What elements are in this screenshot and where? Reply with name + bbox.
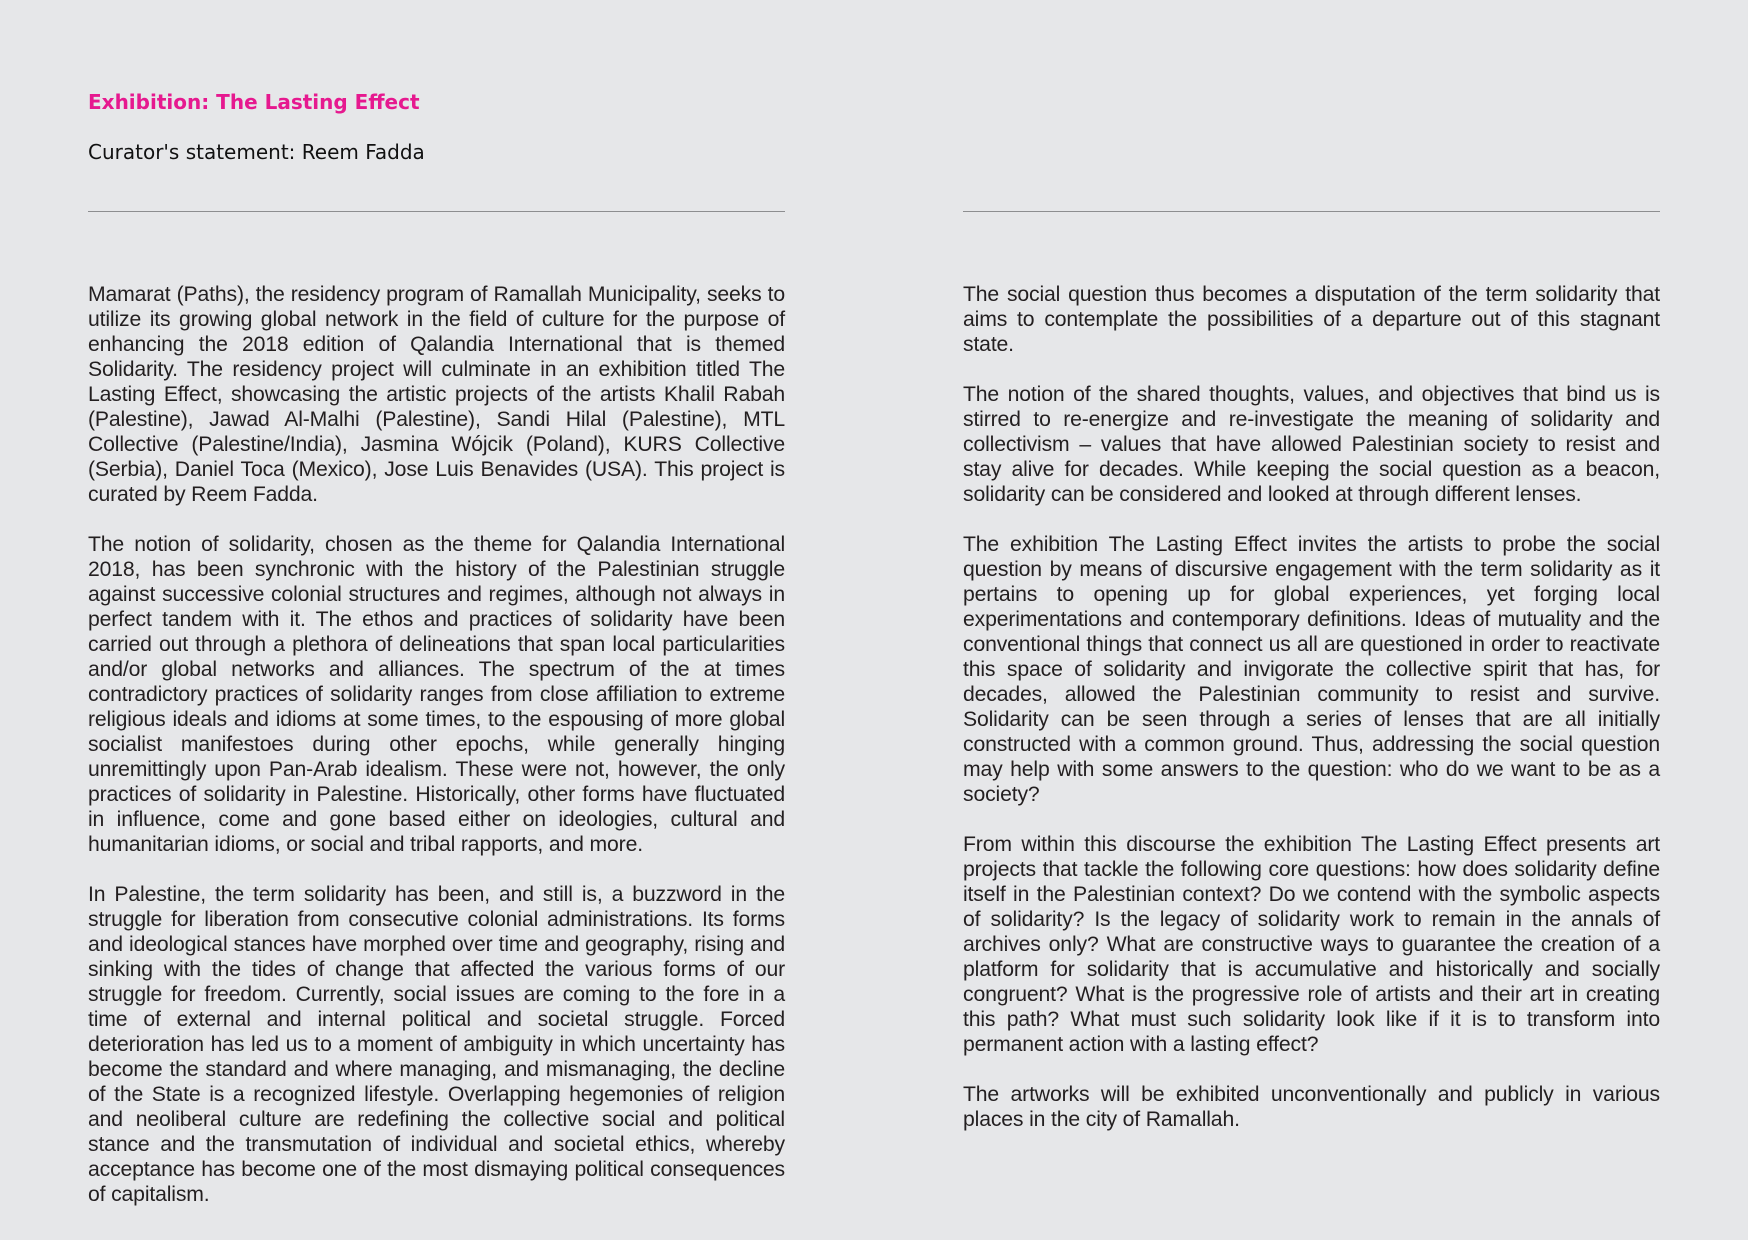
right-divider xyxy=(963,211,1660,212)
paragraph: From within this discourse the exhibition The Lasting Effect presents art projects that tackle the following core questions: how does solidarity define itself in the Palestinian context? Do we contend with the symbolic aspects of solidarity? Is the legacy of solidarity work to remain in the annals of archives only? What are constructive ways to guarantee the creation of a platform for solidarity that is accumulative and historically and socially congruent? What is the progressive role of artists and their art in creating this path? What must such solidarity look like if it is to transform into permanent action with a lasting effect? xyxy=(963,833,1660,1056)
left-text-column xyxy=(88,282,785,1232)
paragraph: Mamarat (Paths), the residency program of Ramallah Municipality, seeks to utilize its growing global network in the field of culture for the purpose of enhancing the 2018 edition of Qalandia International that is themed Solidarity. The residency project will culminate in an exhibition titled The Lasting Effect, showcasing the artistic projects of the artists Khalil Rabah (Palestine), Jawad Al-Malhi (Palestine), Sandi Hilal (Palestine), MTL Collective (Palestine/India), Jasmina Wójcik (Poland), KURS Collective (Serbia), Daniel Toca (Mexico), Jose Luis Benavides (USA). This project is curated by Reem Fadda. xyxy=(88,283,785,506)
paragraph: The exhibition The Lasting Effect invites the artists to probe the social question by means of discursive engagement with the term solidarity as it pertains to opening up for global experiences, yet forging local experimentations and contemporary definitions. Ideas of mutuality and the conventional things that connect us all are questioned in order to reactivate this space of solidarity and invigorate the collective spirit that has, for decades, allowed the Palestinian community to resist and survive. Solidarity can be seen through a series of lenses that are all initially constructed with a common ground. Thus, addressing the social question may help with some answers to the question: who do we want to be as a society? xyxy=(963,533,1660,806)
curator-statement-heading: Curator's statement: Reem Fadda xyxy=(88,140,425,164)
right-text-column xyxy=(963,282,1660,1157)
paragraph: The artworks will be exhibited unconventionally and publicly in various places in the city of Ramallah. xyxy=(963,1083,1660,1131)
left-divider xyxy=(88,211,785,212)
exhibition-title: Exhibition: The Lasting Effect xyxy=(88,90,420,114)
paragraph: In Palestine, the term solidarity has been, and still is, a buzzword in the struggle for liberation from consecutive colonial administrations. Its forms and ideological stances have morphed over time and geography, rising and sinking with the tides of change that affected the various forms of our struggle for freedom. Currently, social issues are coming to the fore in a time of external and internal political and societal struggle. Forced deterioration has led us to a moment of ambiguity in which uncertainty has become the standard and where managing, and mismanaging, the decline of the State is a recognized lifestyle. Overlapping hegemonies of religion and neoliberal culture are redefining the collective social and political stance and the transmutation of individual and societal ethics, whereby acceptance has become one of the most dismaying political consequences of capitalism. xyxy=(88,883,785,1206)
page-header xyxy=(88,88,788,166)
paragraph: The notion of the shared thoughts, values, and objectives that bind us is stirred to re-energize and re-investigate the meaning of solidarity and collectivism – values that have allowed Palestinian society to resist and stay alive for decades. While keeping the social question as a beacon, solidarity can be considered and looked at through different lenses. xyxy=(963,383,1660,506)
paragraph: The notion of solidarity, chosen as the theme for Qalandia International 2018, has been synchronic with the history of the Palestinian struggle against successive colonial structures and regimes, although not always in perfect tandem with it. The ethos and practices of solidarity have been carried out through a plethora of delineations that span local particularities and/or global networks and alliances. The spectrum of the at times contradictory practices of solidarity ranges from close affiliation to extreme religious ideals and idioms at some times, to the espousing of more global socialist manifestoes during other epochs, while generally hinging unremittingly upon Pan-Arab idealism. These were not, however, the only practices of solidarity in Palestine. Historically, other forms have fluctuated in influence, come and gone based either on ideologies, cultural and humanitarian idioms, or social and tribal rapports, and more. xyxy=(88,533,785,856)
paragraph: The social question thus becomes a disputation of the term solidarity that aims to contemplate the possibilities of a departure out of this stagnant state. xyxy=(963,283,1660,356)
